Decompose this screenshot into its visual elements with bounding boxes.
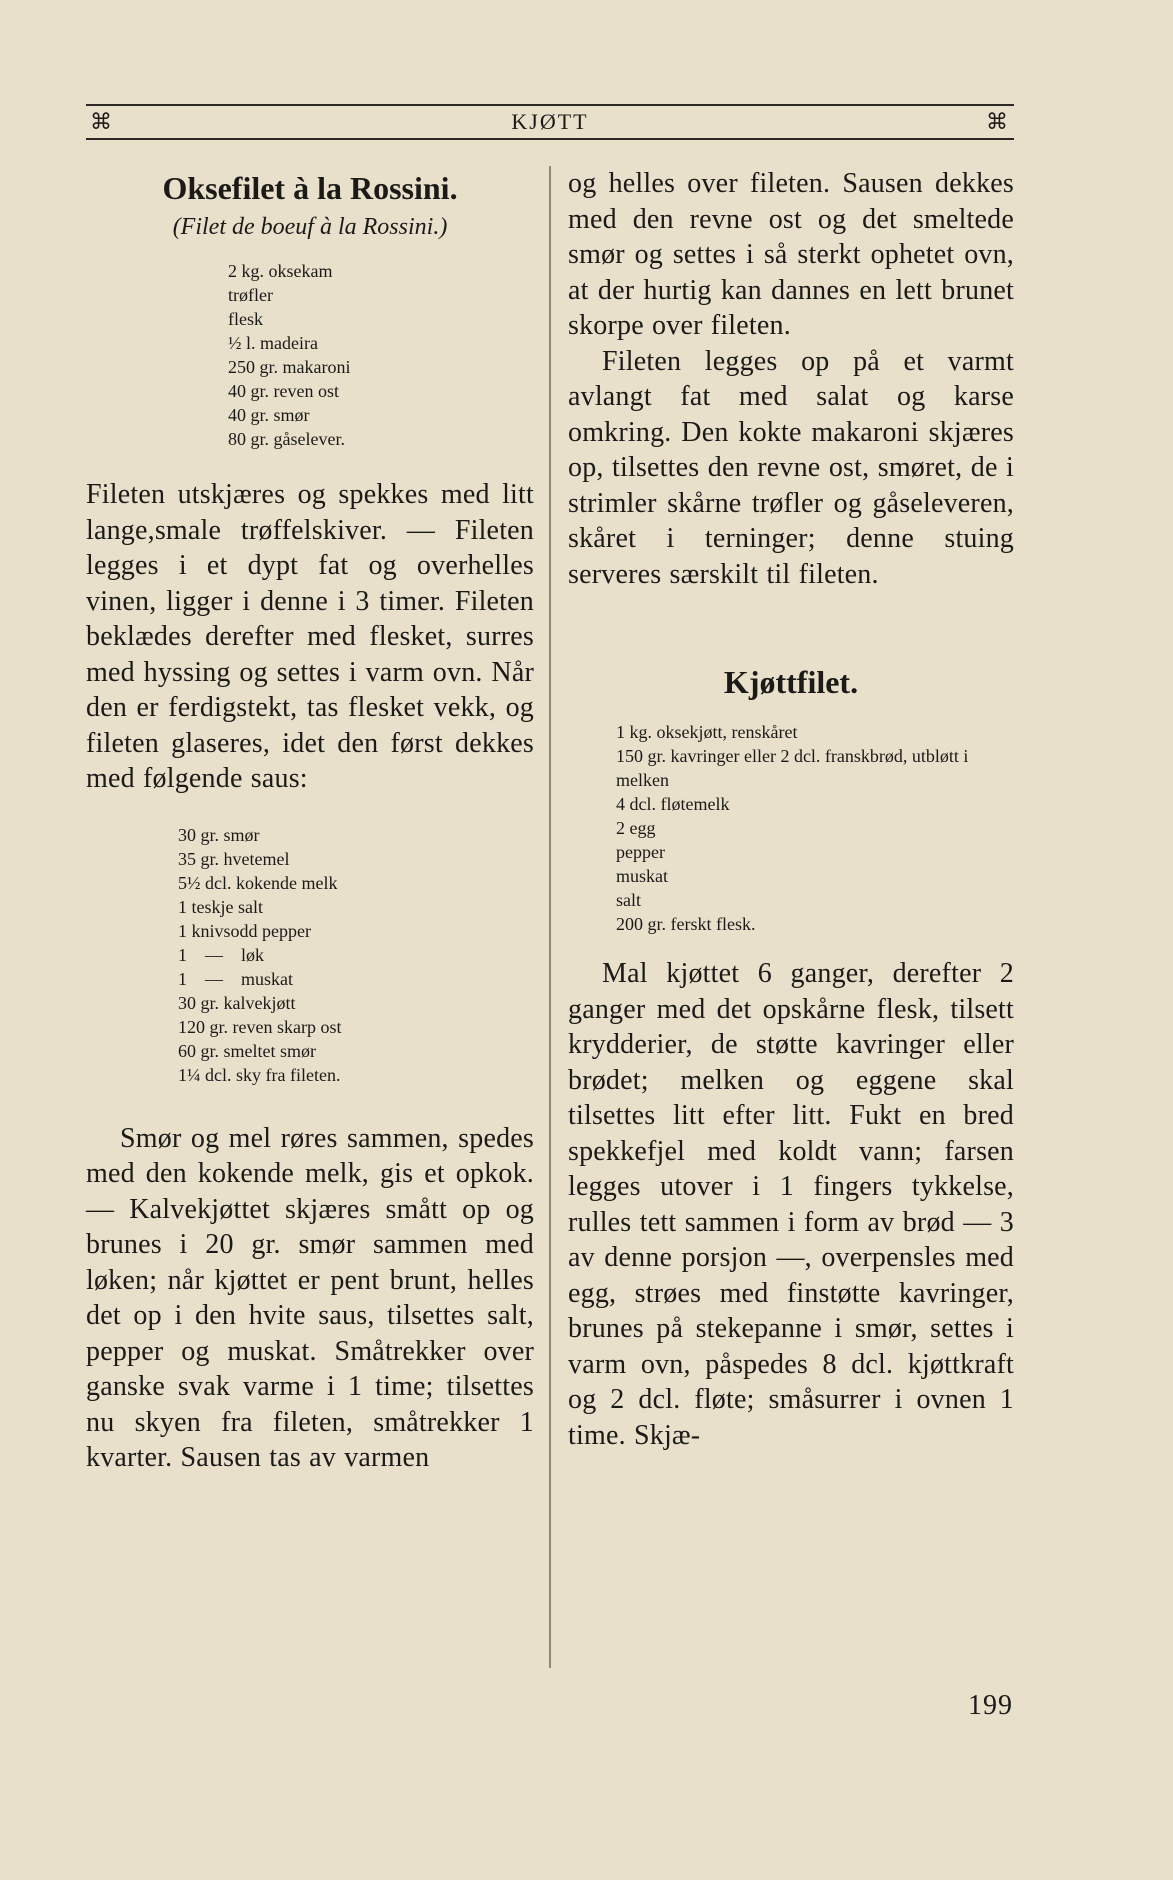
ingredient-item: 35 gr. hvetemel — [178, 848, 290, 869]
ingredient-item: trøfler — [228, 285, 273, 305]
ingredient-item: flesk — [228, 309, 263, 329]
section-title: KJØTT — [511, 109, 589, 134]
instruction-paragraph: Mal kjøttet 6 ganger, derefter 2 ganger med det opskårne flesk, tilsett krydderier, de støtte kavringer eller brødet; melken og eggene skal tilsettes litt efter litt. Fukt en bred spekkefjel med koldt vann; farsen legges utover i 1 fingers tykkelse, rulles tett sammen i form av brød — 3 av denne porsjon —, overpensles med egg, strøes med finstøtte kavringer, brunes på stekepanne i smør, settes i varm ovn, påspedes 8 dcl. kjøttkraft og 2 dcl. fløte; småsurrer i ovnen 1 time. Skjæ- — [568, 958, 1014, 1451]
ingredient-item: 4 dcl. fløtemelk — [616, 794, 730, 814]
ingredient-item: 5½ dcl. kokende melk — [178, 872, 338, 893]
ingredient-item: 120 gr. reven skarp ost — [178, 1016, 342, 1037]
ingredient-item: 1 — løk — [178, 944, 265, 965]
recipe-title-kjottfilet: Kjøttfilet. — [723, 664, 859, 700]
ingredient-item: 1 — muskat — [178, 968, 293, 989]
ingredient-item: 200 gr. ferskt flesk. — [616, 914, 756, 934]
instruction-paragraph: Smør og mel røres sammen, spedes med den kokende melk, gis et opkok. — Kalvekjøttet skjæres smått op og brunes i 20 gr. smør sammen med løken; når kjøttet er pent brunt, helles det op i den hvite saus, tilsettes salt, pepper og muskat. Småtrekker over ganske svak varme i 1 time; tilsettes nu skyen fra fileten, småtrekker 1 kvarter. Sausen tas av varmen — [86, 1122, 534, 1473]
ingredient-item: 1 knivsodd pepper — [178, 920, 311, 941]
ingredient-item: 30 gr. smør — [178, 824, 260, 845]
recipe-subtitle-oksefilet: (Filet de boeuf à la Rossini.) — [172, 214, 448, 240]
ingredient-item: 40 gr. smør — [228, 405, 310, 425]
ingredient-item: pepper — [616, 842, 665, 862]
ingredient-item: 40 gr. reven ost — [228, 381, 339, 401]
right-column — [568, 160, 1014, 1453]
ornament-left-icon: ⌘ — [90, 109, 114, 134]
ingredient-list-kjottfilet — [616, 720, 1014, 936]
ingredient-item: 1 teskje salt — [178, 896, 263, 917]
ingredient-item: 1¼ dcl. sky fra fileten. — [178, 1064, 341, 1085]
ingredient-item: 2 kg. oksekam — [228, 261, 333, 281]
sauce-ingredient-list — [178, 823, 534, 1087]
instruction-paragraph: Fileten legges op på et varmt avlangt fat med salat og karse omkring. Den kokte makaroni skjæres op, tilsettes den revne ost, smøret, de i strimler skårne trøfler og gåseleveren, skåret i terninger; denne stuing serveres særskilt til fileten. — [568, 345, 1014, 590]
ingredient-item: 2 egg — [616, 818, 656, 838]
recipe-title-oksefilet: Oksefilet à la Rossini. — [162, 170, 458, 206]
ingredient-item: ½ l. madeira — [228, 333, 318, 353]
instruction-paragraph: Fileten utskjæres og spekkes med litt lange,smale trøffelskiver. — Fileten legges i et dypt fat og overhelles vinen, ligger i denne i 3 timer. Fileten beklædes derefter med flesket, surres med hyssing og settes i varm ovn. Når den er ferdigstekt, tas flesket vekk, og fileten glaseres, idet den først dekkes med følgende saus: — [86, 479, 534, 794]
ingredient-item: 150 gr. kavringer eller 2 dcl. franskbrød, utbløtt i melken — [616, 746, 973, 790]
running-header — [86, 104, 1014, 140]
column-divider — [549, 166, 551, 1668]
instruction-paragraph: og helles over fileten. Sausen dekkes med den revne ost og det smeltede smør og settes i så sterkt ophetet ovn, at der hurtig kan dannes en lett brunet skorpe over fileten. — [568, 168, 1014, 341]
ingredient-item: 250 gr. makaroni — [228, 357, 351, 377]
ingredient-item: 60 gr. smeltet smør — [178, 1040, 316, 1061]
ingredient-item: salt — [616, 890, 641, 910]
ingredient-list-oksefilet — [228, 259, 534, 451]
left-column — [86, 160, 534, 1476]
page-number: 199 — [968, 1690, 1013, 1721]
ornament-right-icon: ⌘ — [986, 109, 1010, 134]
ingredient-item: muskat — [616, 866, 668, 886]
ingredient-item: 80 gr. gåselever. — [228, 429, 345, 449]
ingredient-item: 30 gr. kalvekjøtt — [178, 992, 296, 1013]
ingredient-item: 1 kg. oksekjøtt, renskåret — [616, 722, 798, 742]
